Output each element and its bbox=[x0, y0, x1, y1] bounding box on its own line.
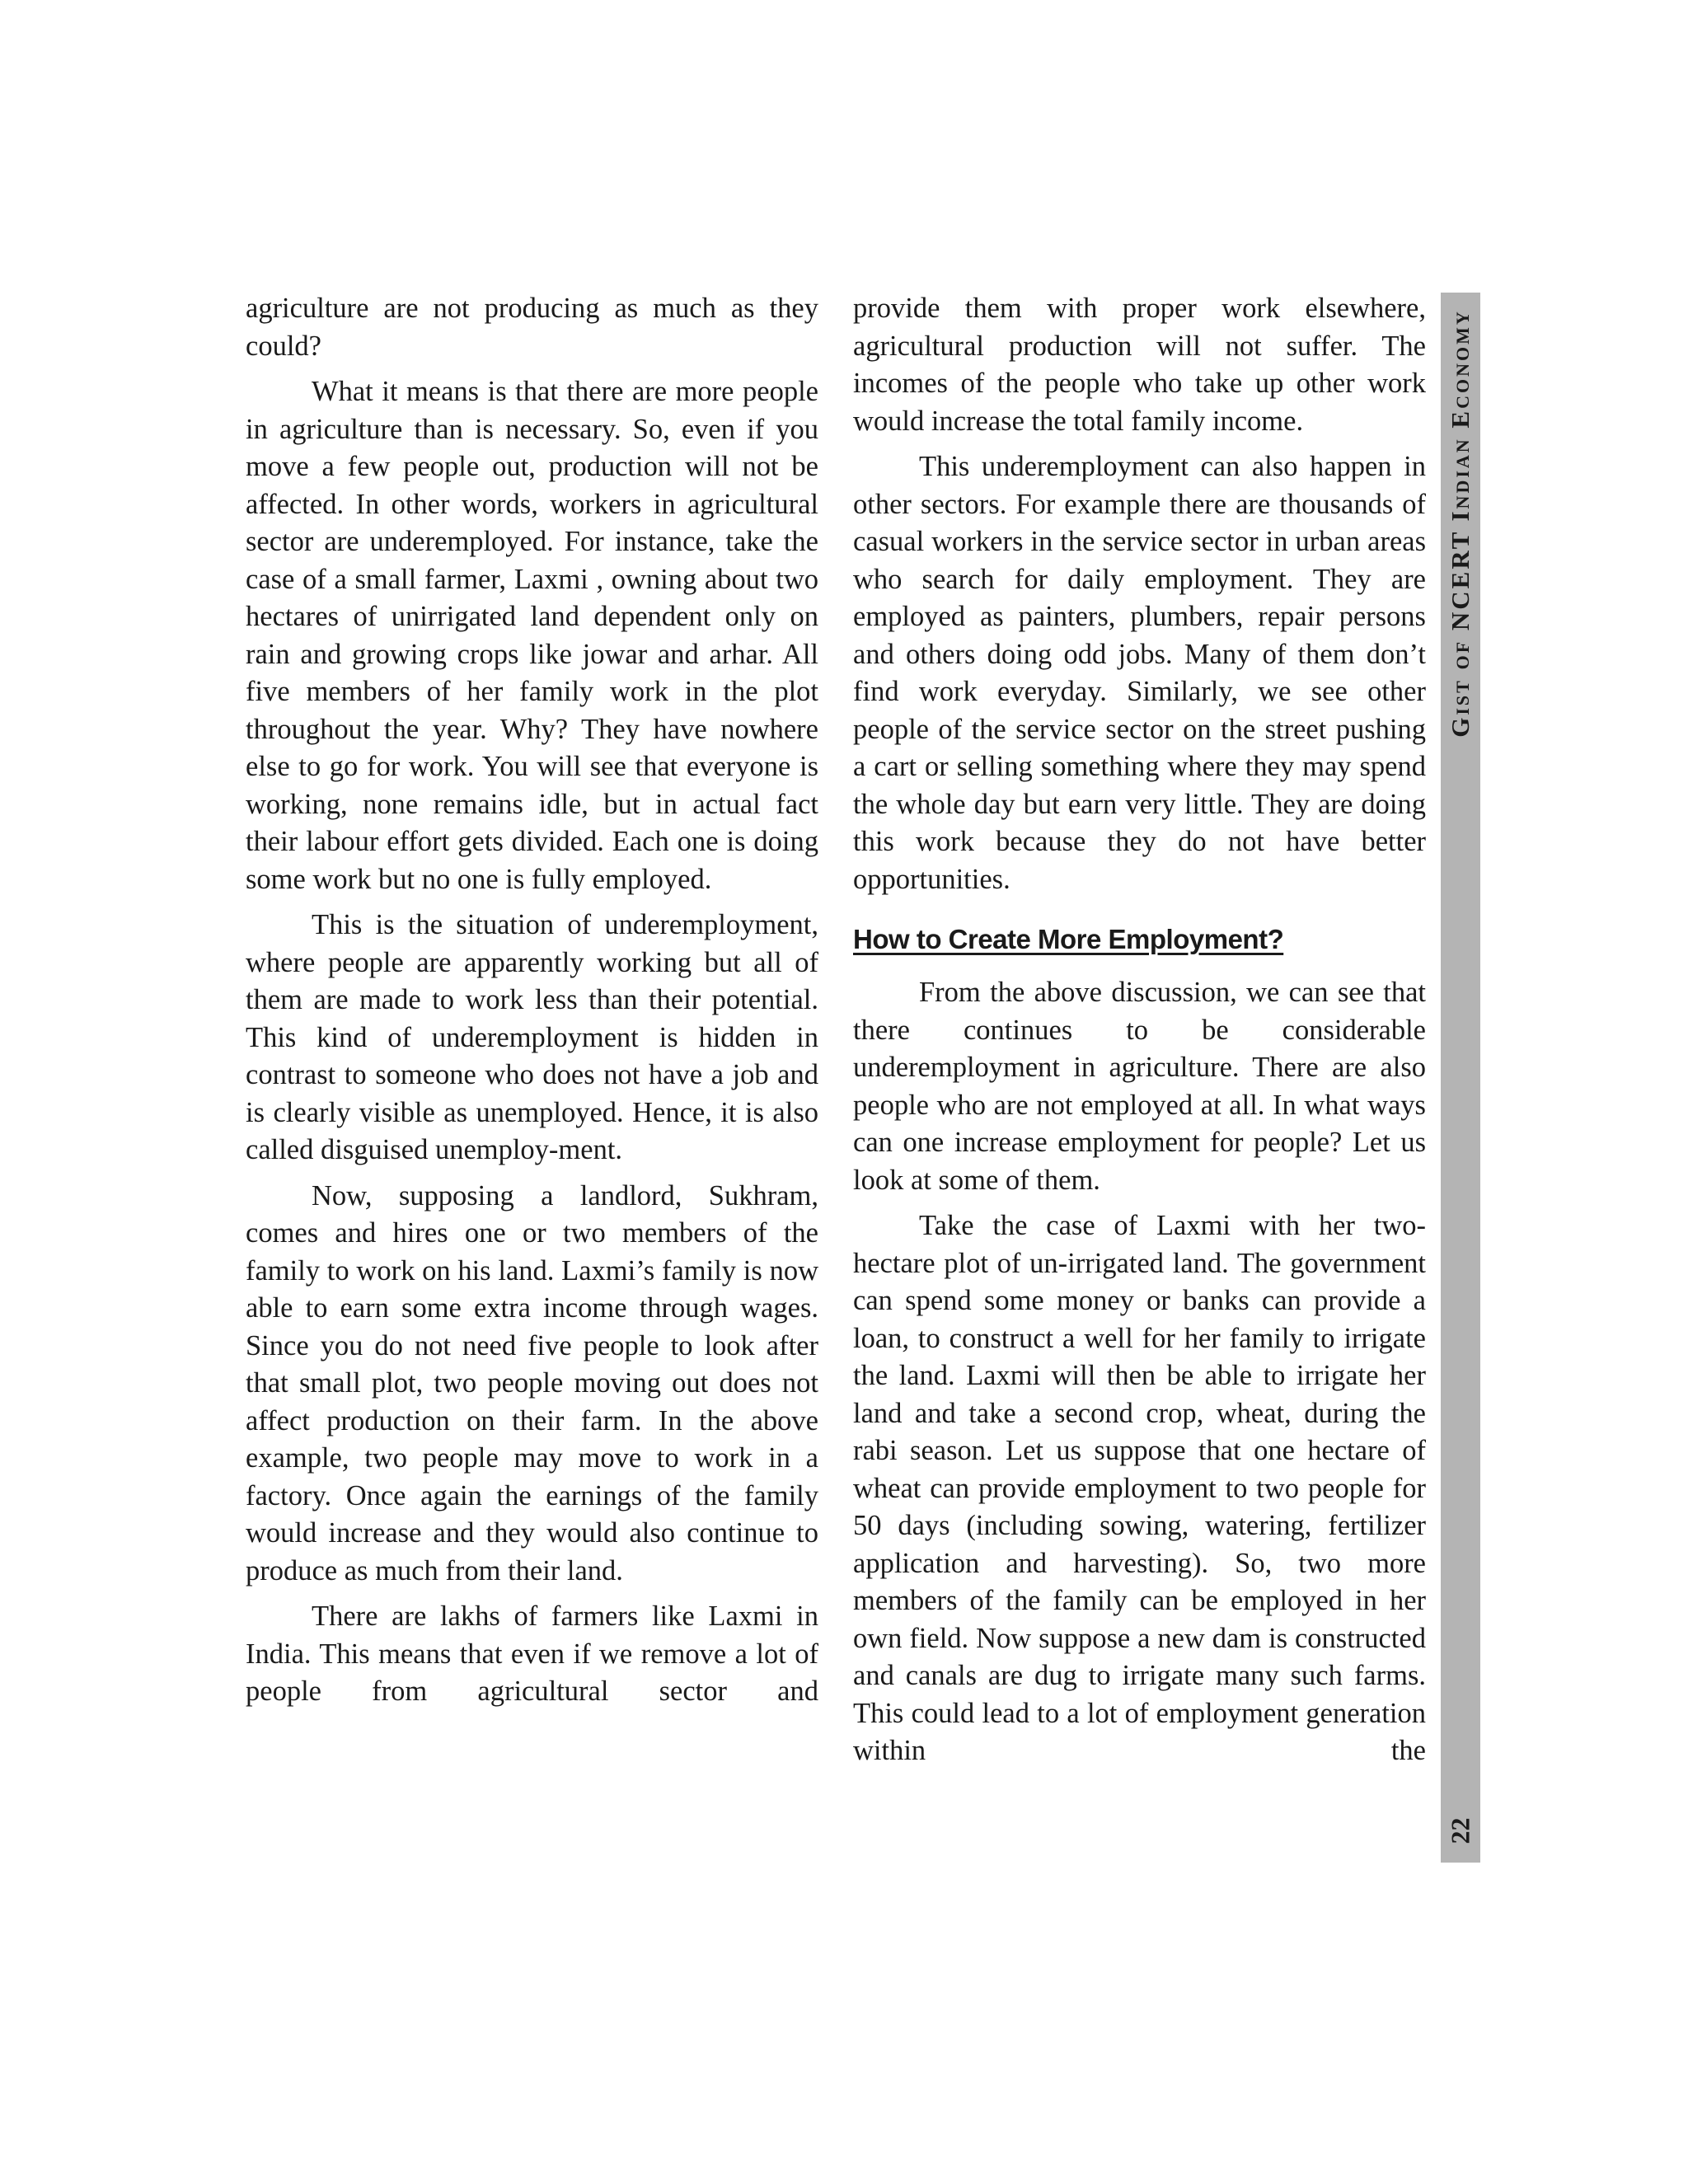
book-title: Gist of NCERT Indian Economy bbox=[1446, 309, 1475, 738]
paragraph: This is the situation of underemployment, where people are apparently working but all of them are made to work less than their potential. This kind of underemployment is hidden in contrast to someone who does not have a job and is clearly visible as unemployed. Hence, it is also called disguised unemploy-ment. bbox=[246, 909, 818, 1165]
paragraph: Take the case of Laxmi with her two-hectare plot of un-irrigated land. The government can spend some money or banks can provide a loan, to construct a well for her family to irrigate the land. Laxmi will then be able to irrigate her land and take a second crop, wheat, during the rabi season. Let us suppose that one hectare of wheat can provide employment to two people for 50 days (including sowing, watering, fertilizer application and harvesting). So, two more members of the family can be employed in her own field. Now suppose a new dam is constructed and canals are dug to irrigate many such farms. This could lead to a lot of employment generation within the bbox=[853, 1210, 1426, 1766]
paragraph: From the above discussion, we can see that there continues to be considerable underemployment in agriculture. There are also people who are not employed at all. In what ways can one increase employment for people? Let us look at some of them. bbox=[853, 977, 1426, 1196]
page-number: 22 bbox=[1445, 1817, 1475, 1844]
paragraph: There are lakhs of farmers like Laxmi in India. This means that even if we remove a lot of people from agricultural sector and bbox=[246, 1601, 818, 1707]
right-text-column bbox=[853, 290, 1426, 1779]
section-heading: How to Create More Employment? bbox=[853, 924, 1284, 954]
paragraph: provide them with proper work elsewhere, agricultural production will not suffer. The incomes of the people who take up other work would increase the total family income. bbox=[853, 293, 1426, 437]
running-title bbox=[1441, 293, 1480, 754]
left-text-column bbox=[246, 290, 818, 1719]
paragraph: What it means is that there are more people in agriculture than is necessary. So, even if you move a few people out, production will not be affected. In other words, workers in agricultural sector are underemployed. For instance, take the case of a small farmer, Laxmi , owning about two hectares of unirrigated land dependent only on rain and growing crops like jowar and arhar. All five members of her family work in the plot throughout the year. Why? They have nowhere else to go for work. You will see that everyone is working, none remains idle, but in actual fact their labour effort gets divided. Each one is doing some work but no one is fully employed. bbox=[246, 376, 818, 895]
paragraph: agriculture are not producing as much as they could? bbox=[246, 293, 818, 362]
side-band bbox=[1441, 293, 1480, 1863]
paragraph: Now, supposing a landlord, Sukhram, comes and hires one or two members of the family to work on his land. Laxmi’s family is now able to earn some extra income through wages. Since you do not need five people to look after that small plot, two people moving out does not affect production on their farm. In the above example, two people may move to work in a factory. Once again the earnings of the family would increase and they would also continue to produce as much from their land. bbox=[246, 1179, 818, 1586]
paragraph: This underemployment can also happen in other sectors. For example there are thousands of casual workers in the service sector in urban areas who search for daily employment. They are employed as painters, plumbers, repair persons and others doing odd jobs. Many of them don’t find work everyday. Similarly, we see other people of the service sector on the street pushing a cart or selling something where they may spend the whole day but earn very little. They are doing this work because they do not have better opportunities. bbox=[853, 451, 1426, 895]
